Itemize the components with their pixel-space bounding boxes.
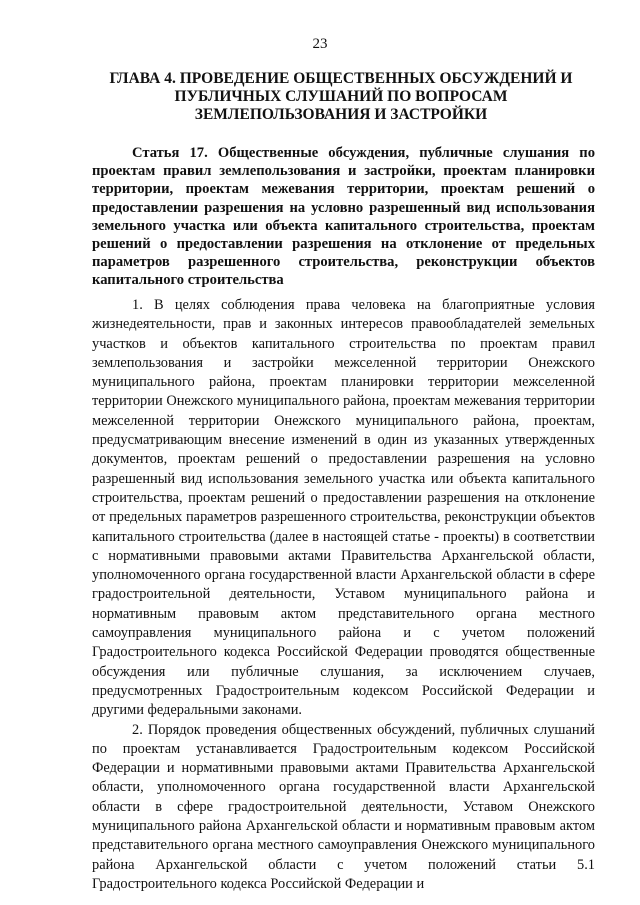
paragraph-1: 1. В целях соблюдения права человека на благоприятные условия жизнедеятельности, прав и законных интересов правообладателей земельных участков и объектов капитального строительства по проектам правил землепользования и застройки межселенной территории Онежского муниципального района, проектам планировки территории межселенной территории Онежского муниципального района, проектам межевания территории межселенной территории Онежского муниципального района, проектам, предусматривающим внесение изменений в один из указанных утвержденных документов, проектам решений о предоставлении разрешения на условно разрешенный вид использования земельного участка или объекта капитального строительства, проектам решений о предоставлении разрешения на отклонение от предельных параметров разрешенного строительства, реконструкции объектов капитального строительства (далее в настоящей статье - проекты) в соответствии с нормативными правовыми актами Правительства Архангельской области, уполномоченного органа государственной власти Архангельской области в сфере градостроительной деятельности, Уставом муниципального района и нормативным правовым актом представительного органа местного самоуправления муниципального района и с учетом положений Градостроительного кодекса Российской Федерации проводятся общественные обсуждения или публичные слушания, за исключением случаев, предусмотренных Градостроительным кодексом Российской Федерации и другими федеральными законами. — [92, 297, 595, 719]
chapter-title: ГЛАВА 4. ПРОВЕДЕНИЕ ОБЩЕСТВЕННЫХ ОБСУЖДЕНИЙ И ПУБЛИЧНЫХ СЛУШАНИЙ ПО ВОПРОСАМ ЗЕМЛЕПОЛЬЗОВАНИЯ И ЗАСТРОЙКИ — [109, 70, 573, 123]
article-title-text: Статья 17. Общественные обсуждения, публичные слушания по проектам правил землепользования и застройки, проектам планировки территории, проектам межевания территории, проектам решений о предоставлении разрешения на условно разрешенный вид использования земельного участка или объекта капитального строительства, проектам решений о предоставлении разрешения на отклонение от предельных параметров разрешенного строительства, реконструкции объектов капитального строительства — [92, 145, 595, 289]
article-title — [92, 144, 595, 290]
paragraph-2: 2. Порядок проведения общественных обсуждений, публичных слушаний по проектам устанавливается Градостроительным кодексом Российской Федерации и нормативными правовыми актами Правительства Архангельской области, уполномоченного органа государственной власти Архангельской области в сфере градостроительной деятельности, Уставом Онежского муниципального района Архангельской области и нормативным правовым актом представительного органа местного самоуправления Онежского муниципального района Архангельской области с учетом положений статьи 5.1 Градостроительного кодекса Российской Федерации и — [92, 721, 595, 892]
article-body — [92, 296, 595, 894]
page-number: 23 — [312, 36, 328, 52]
